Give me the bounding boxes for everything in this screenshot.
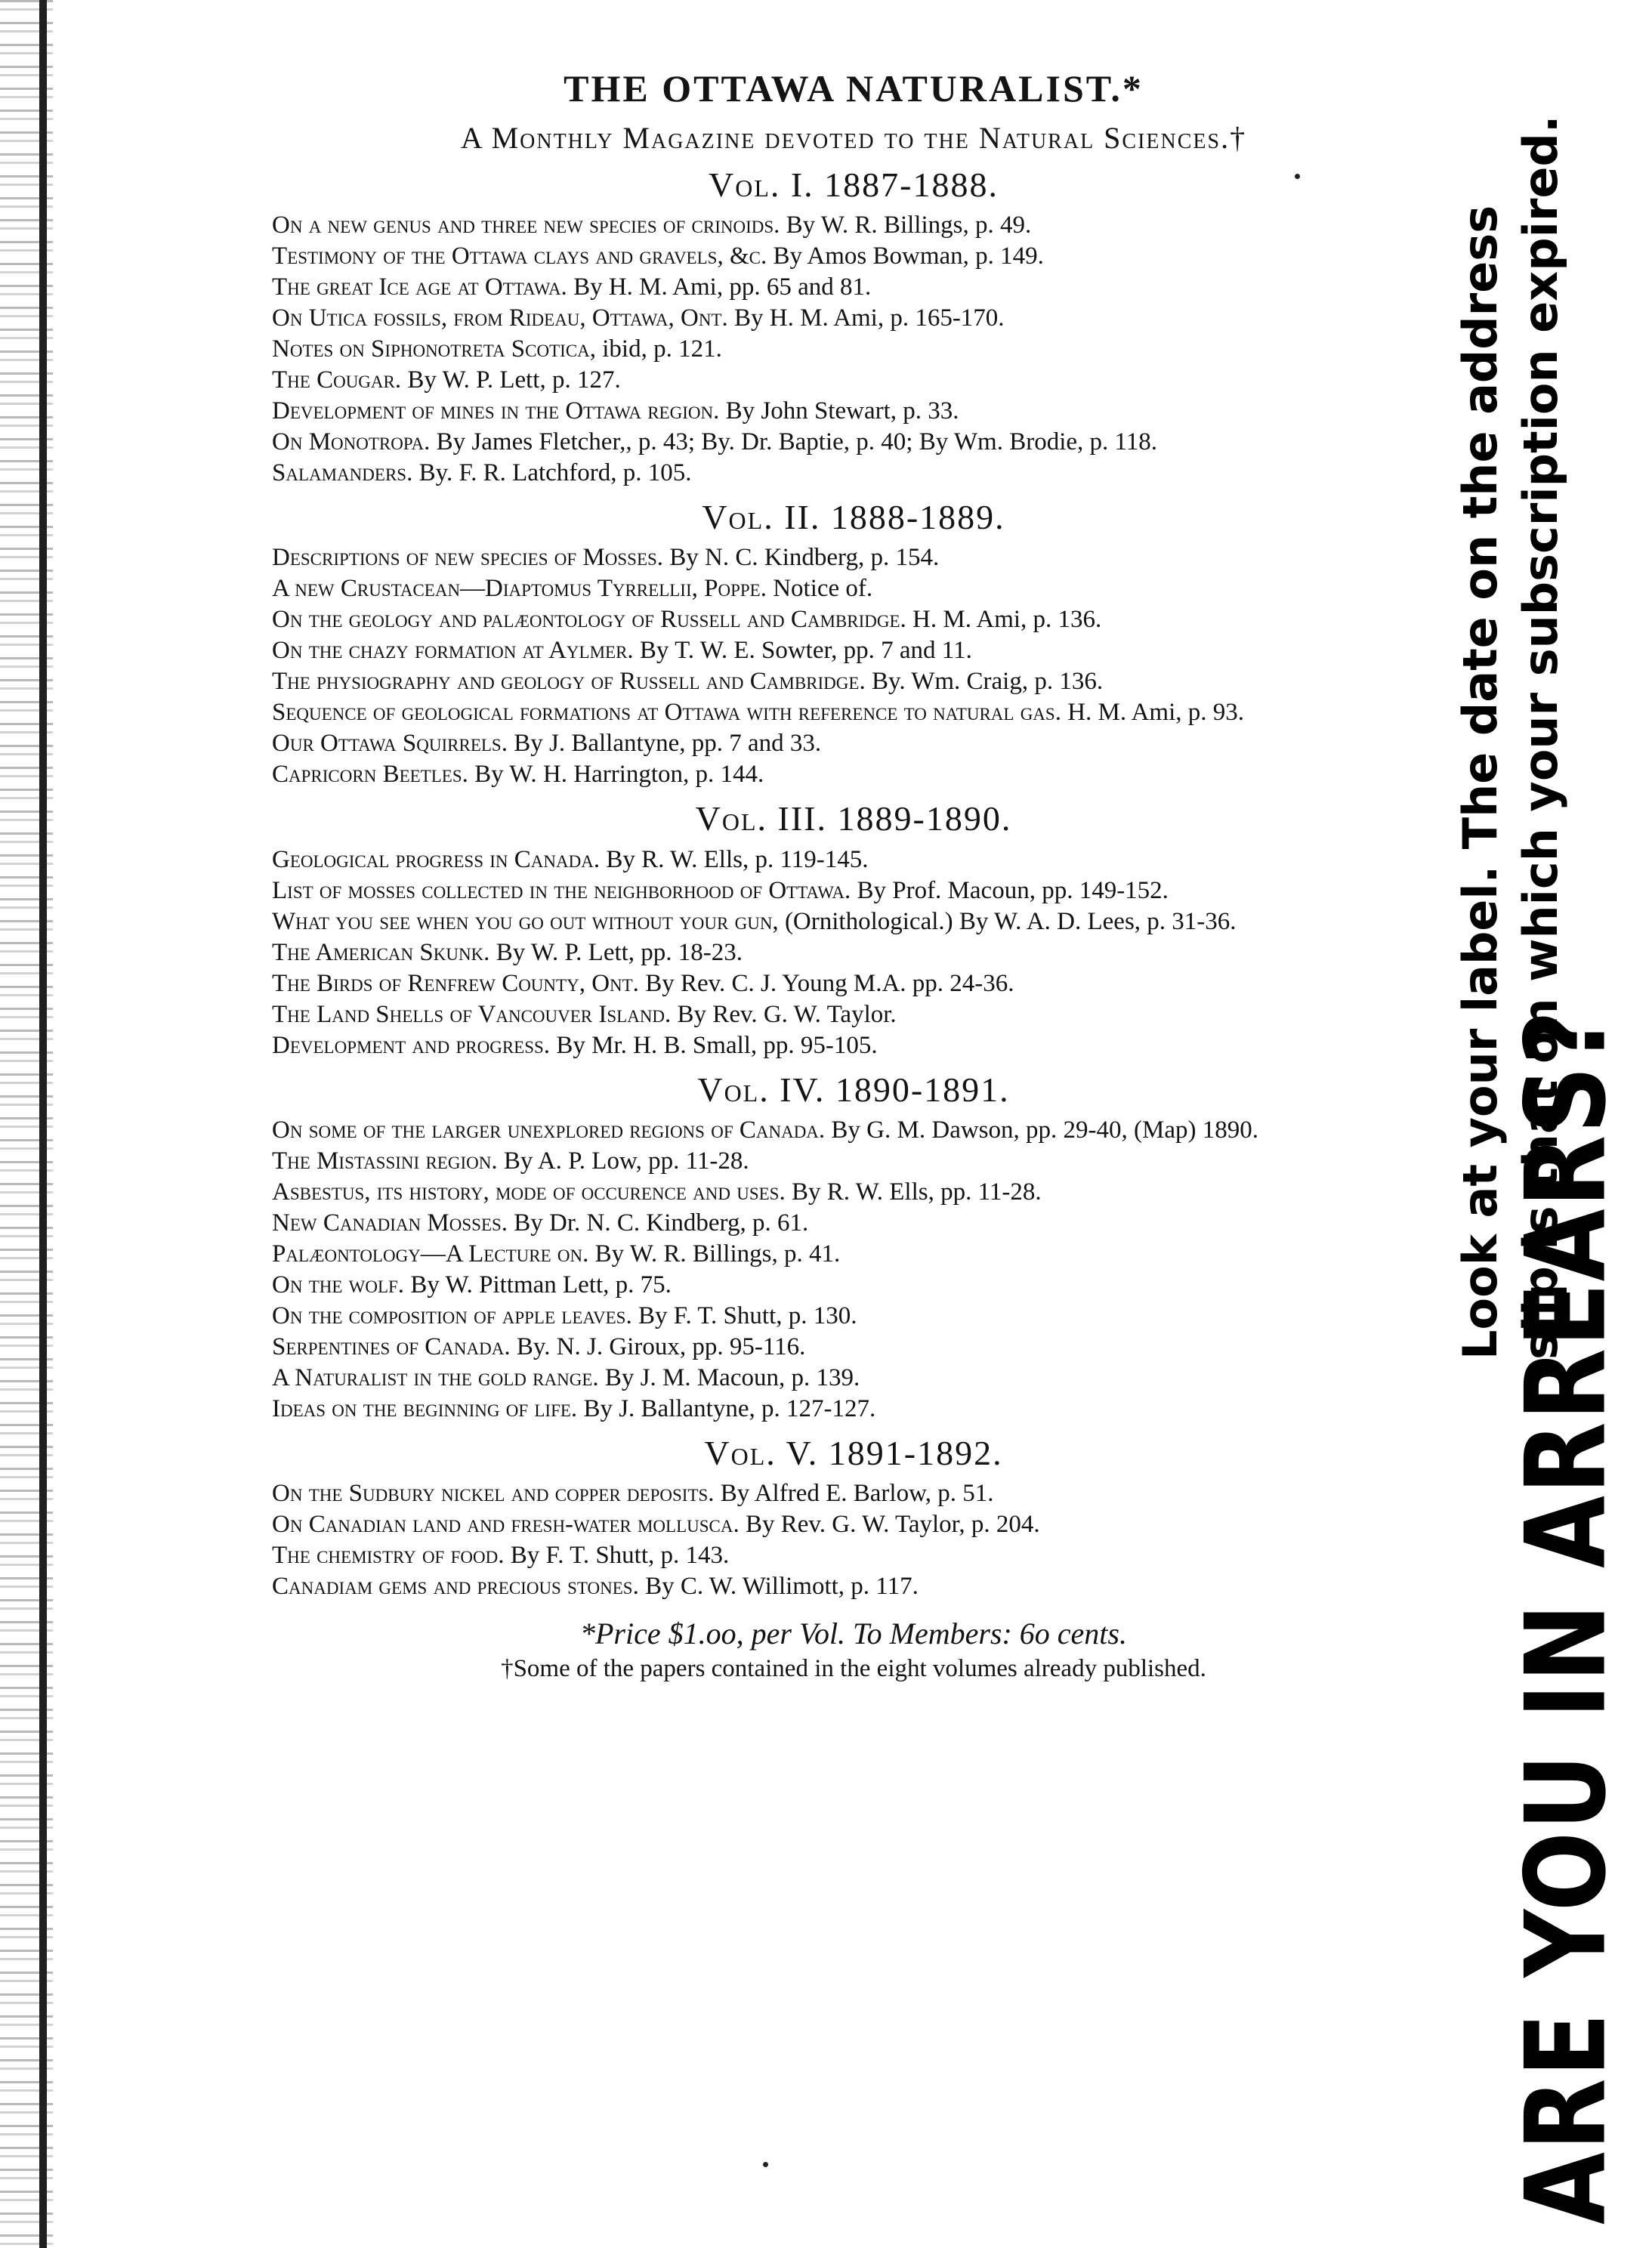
article-citation: By J. Ballantyne, pp. 7 and 33.	[514, 730, 822, 758]
article-entry	[272, 728, 1435, 759]
article-title: Ideas on the beginning of life.	[272, 1394, 578, 1422]
article-list	[272, 845, 1435, 1061]
article-citation: ibid, p. 121.	[602, 335, 722, 363]
article-entry	[272, 1509, 1435, 1540]
article-title: On some of the larger unexplored regions of Canada.	[272, 1116, 826, 1144]
article-entry	[272, 845, 1435, 875]
price-note: *Price $1.oo, per Vol. To Members: 6o cents.	[580, 1616, 1127, 1650]
page-title: THE OTTAWA NATURALIST.*	[564, 67, 1144, 110]
article-entry	[272, 906, 1435, 937]
article-citation: (Ornithological.) By W. A. D. Lees, p. 31-36.	[784, 907, 1237, 935]
article-entry	[272, 999, 1435, 1030]
article-entry	[272, 542, 1435, 573]
article-title: On Utica fossils, from Rideau, Ottawa, Ont.	[272, 304, 728, 332]
article-title: A new Crustacean—Diaptomus Tyrrellii, Poppe.	[272, 575, 767, 603]
volume-heading: Vol. II. 1888-1889.	[702, 498, 1005, 537]
article-title: The Cougar.	[272, 366, 402, 394]
article-entry	[272, 210, 1435, 241]
article-entry	[272, 272, 1435, 303]
article-entry	[272, 241, 1435, 272]
article-title: Notes on Siphonotreta Scotica,	[272, 335, 597, 363]
article-citation: By John Stewart, p. 33.	[725, 397, 959, 425]
article-entry	[272, 396, 1435, 427]
article-citation: By G. M. Dawson, pp. 29-40, (Map) 1890.	[831, 1116, 1258, 1144]
speck-dot	[763, 2162, 768, 2167]
article-title: Salamanders.	[272, 459, 413, 487]
article-citation: By W. P. Lett, pp. 18-23.	[496, 938, 743, 966]
article-citation: By R. W. Ells, pp. 11-28.	[791, 1178, 1042, 1206]
article-entry	[272, 1394, 1435, 1425]
article-citation: By A. P. Low, pp. 11-28.	[503, 1147, 749, 1175]
article-entry	[272, 1146, 1435, 1177]
article-title: The great Ice age at Ottawa.	[272, 273, 567, 301]
article-entry	[272, 875, 1435, 906]
article-citation: By N. C. Kindberg, p. 154.	[669, 544, 940, 572]
article-entry	[272, 458, 1435, 489]
article-title: On the chazy formation at Aylmer.	[272, 637, 634, 665]
article-title: Development and progress.	[272, 1031, 551, 1059]
article-entry	[272, 1239, 1435, 1270]
article-entry	[272, 1332, 1435, 1363]
article-citation: H. M. Ami, p. 136.	[912, 606, 1102, 634]
arrears-notice	[1450, 26, 1631, 2225]
article-citation: By Mr. H. B. Small, pp. 95-105.	[556, 1031, 878, 1059]
article-title: Geological progress in Canada.	[272, 845, 601, 873]
arrears-line-2: slip is that on which your subscription expired.	[1513, 115, 1568, 1360]
article-list	[272, 210, 1435, 489]
article-title: Sequence of geological formations at Ottawa with reference to natural gas.	[272, 699, 1061, 727]
article-entry	[272, 365, 1435, 396]
article-title: What you see when you go out without your gun,	[272, 907, 779, 935]
article-title: The Land Shells of Vancouver Island.	[272, 1000, 672, 1028]
article-entry	[272, 1115, 1435, 1146]
page-subtitle: A Monthly Magazine devoted to the Natural Sciences.†	[460, 121, 1247, 155]
article-citation: By F. T. Shutt, p. 130.	[638, 1302, 857, 1329]
article-citation: By H. M. Ami, pp. 65 and 81.	[573, 273, 872, 301]
article-entry	[272, 1363, 1435, 1394]
article-title: Asbestus, its history, mode of occurence and uses.	[272, 1178, 786, 1206]
article-citation: By. Wm. Craig, p. 136.	[871, 668, 1104, 696]
volume-list	[272, 164, 1435, 1602]
arrears-headline: ARE YOU IN ARREARS?	[1502, 1008, 1631, 2225]
article-title: On Canadian land and fresh-water mollusca.	[272, 1510, 740, 1538]
article-citation: By Rev. C. J. Young M.A. pp. 24-36.	[645, 969, 1014, 997]
article-title: On Monotropa.	[272, 428, 431, 456]
volume-heading: Vol. IV. 1890-1891.	[697, 1070, 1010, 1109]
arrears-instructions	[1450, 26, 1571, 1360]
article-entry	[272, 1478, 1435, 1509]
article-entry	[272, 1270, 1435, 1301]
volume-section	[272, 1432, 1435, 1602]
volume-section	[272, 164, 1435, 489]
article-entry	[272, 1540, 1435, 1571]
article-citation: By Rev. G. W. Taylor.	[677, 1000, 897, 1028]
article-citation: By F. T. Shutt, p. 143.	[510, 1541, 730, 1569]
article-title: List of mosses collected in the neighborhood of Ottawa.	[272, 876, 851, 904]
article-title: On the Sudbury nickel and copper deposits.	[272, 1479, 715, 1507]
article-list	[272, 1115, 1435, 1425]
article-citation: By Prof. Macoun, pp. 149-152.	[857, 876, 1169, 904]
article-entry	[272, 1208, 1435, 1239]
volume-heading: Vol. III. 1889-1890.	[695, 799, 1012, 838]
article-title: Our Ottawa Squirrels.	[272, 730, 508, 758]
article-title: Capricorn Beetles.	[272, 761, 468, 789]
article-entry	[272, 427, 1435, 458]
article-entry	[272, 1571, 1435, 1602]
arrears-sidebar	[1450, 26, 1631, 2225]
article-title: On the geology and palæontology of Russell and Cambridge.	[272, 606, 906, 634]
article-title: New Canadian Mosses.	[272, 1209, 508, 1237]
article-citation: By J. M. Macoun, p. 139.	[604, 1363, 860, 1391]
article-citation: By W. R. Billings, p. 41.	[594, 1240, 841, 1268]
article-citation: H. M. Ami, p. 93.	[1067, 699, 1244, 727]
article-entry	[272, 697, 1435, 728]
article-list	[272, 1478, 1435, 1602]
article-title: The physiography and geology of Russell and Cambridge.	[272, 668, 866, 696]
footnote: †Some of the papers contained in the eight volumes already published.	[501, 1654, 1206, 1682]
article-title: Serpentines of Canada.	[272, 1332, 511, 1360]
article-citation: By Amos Bowman, p. 149.	[773, 242, 1044, 270]
article-citation: By James Fletcher,, p. 43; By. Dr. Baptie, p. 40; By Wm. Brodie, p. 118.	[436, 428, 1158, 456]
article-citation: By Rev. G. W. Taylor, p. 204.	[745, 1510, 1040, 1538]
article-list	[272, 542, 1435, 790]
article-citation: By W. H. Harrington, p. 144.	[474, 761, 764, 789]
article-title: Descriptions of new species of Mosses.	[272, 544, 664, 572]
volume-section	[272, 1069, 1435, 1425]
article-citation: By W. R. Billings, p. 49.	[786, 212, 1032, 239]
article-entry	[272, 759, 1435, 790]
article-title: Palæontology—A Lecture on.	[272, 1240, 589, 1268]
volume-section	[272, 798, 1435, 1061]
article-title: The Mistassini region.	[272, 1147, 498, 1175]
volume-heading: Vol. V. 1891-1892.	[704, 1433, 1003, 1472]
article-citation: By J. Ballantyne, p. 127-127.	[583, 1394, 876, 1422]
article-title: Development of mines in the Ottawa region.	[272, 397, 720, 425]
article-entry	[272, 1301, 1435, 1332]
article-title: The Birds of Renfrew County, Ont.	[272, 969, 639, 997]
article-citation: By T. W. E. Sowter, pp. 7 and 11.	[639, 637, 972, 665]
article-title: A Naturalist in the gold range.	[272, 1363, 599, 1391]
article-title: On the composition of apple leaves.	[272, 1302, 632, 1329]
volume-heading: Vol. I. 1887-1888.	[708, 165, 999, 204]
article-entry	[272, 573, 1435, 604]
article-entry	[272, 1030, 1435, 1061]
volume-section	[272, 496, 1435, 790]
article-entry	[272, 968, 1435, 999]
article-entry	[272, 666, 1435, 697]
article-title: Testimony of the Ottawa clays and gravels, &c.	[272, 242, 767, 270]
article-citation: Notice of.	[773, 575, 873, 603]
article-entry	[272, 303, 1435, 334]
article-citation: By. N. J. Giroux, pp. 95-116.	[516, 1332, 806, 1360]
article-citation: By Dr. N. C. Kindberg, p. 61.	[514, 1209, 809, 1237]
article-citation: By R. W. Ells, p. 119-145.	[606, 845, 869, 873]
article-title: Canadiam gems and precious stones.	[272, 1572, 639, 1600]
scan-binding-line	[39, 0, 47, 2248]
arrears-line-1: Look at your label. The date on the address	[1453, 205, 1508, 1360]
article-entry	[272, 937, 1435, 968]
article-title: On a new genus and three new species of crinoids.	[272, 212, 780, 239]
article-citation: By H. M. Ami, p. 165-170.	[734, 304, 1005, 332]
article-entry	[272, 334, 1435, 365]
article-citation: By W. Pittman Lett, p. 75.	[410, 1271, 672, 1298]
speck-dot	[1295, 174, 1300, 179]
article-entry	[272, 1177, 1435, 1208]
article-citation: By. F. R. Latchford, p. 105.	[418, 459, 692, 487]
article-citation: By C. W. Willimott, p. 117.	[645, 1572, 919, 1600]
page-content	[272, 68, 1435, 1683]
article-title: The chemistry of food.	[272, 1541, 505, 1569]
article-title: On the wolf.	[272, 1271, 405, 1298]
article-citation: By W. P. Lett, p. 127.	[407, 366, 621, 394]
article-citation: By Alfred E. Barlow, p. 51.	[720, 1479, 994, 1507]
article-entry	[272, 635, 1435, 666]
article-entry	[272, 604, 1435, 635]
article-title: The American Skunk.	[272, 938, 490, 966]
